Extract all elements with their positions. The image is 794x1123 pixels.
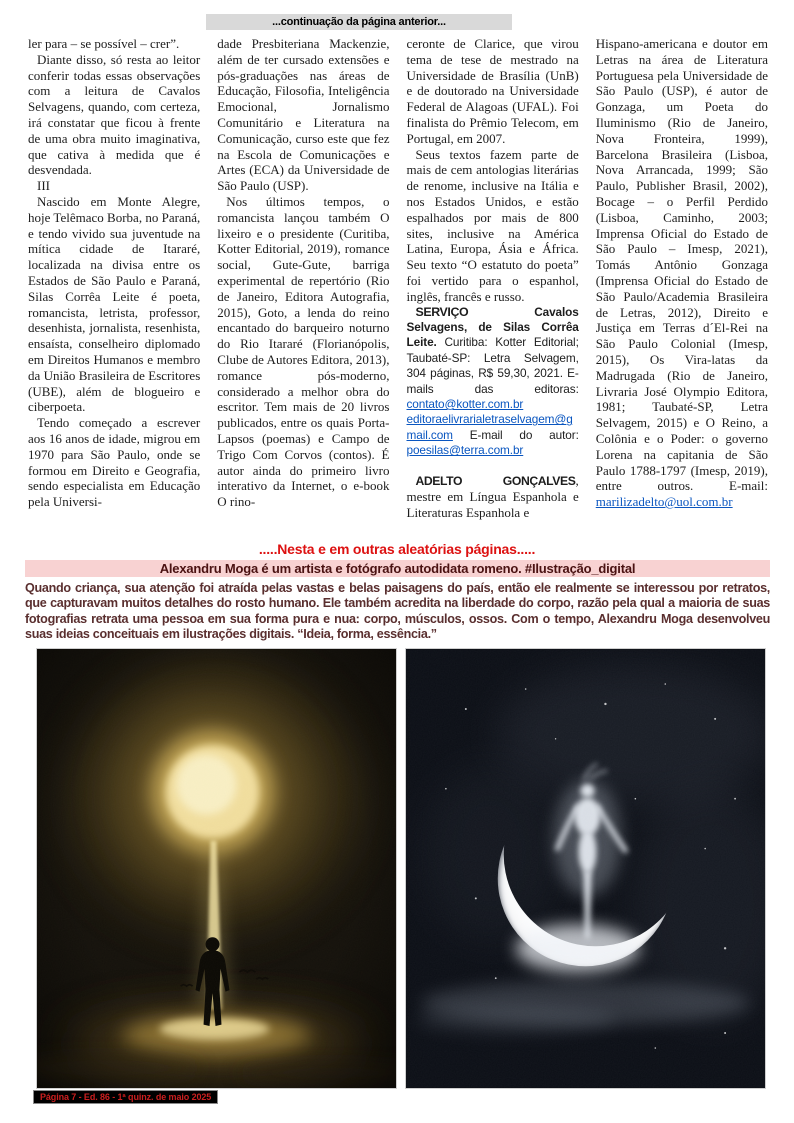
author-email-link[interactable]: poesilas@terra.com.br xyxy=(406,443,524,458)
article-column-3 xyxy=(407,36,579,542)
paragraph: Diante disso, só resta ao leitor conferir todas essas observações com a leitura de Cavalos Selvagens, quando, com certeza, irá constatar que ficou à frente de uma obra muito imaginativa, que cativa à medida que é desvendada. xyxy=(28,51,201,178)
paragraph xyxy=(596,36,768,510)
crescent-spirit-artwork xyxy=(405,648,766,1089)
page-footer-badge: Página 7 - Ed. 86 - 1ª quinz. de maio 2025 xyxy=(33,1090,218,1104)
reviewer-bio-text: , mestre em Língua Espanhola e Literaturas Espanhola e xyxy=(406,472,579,521)
reviewer-email-link[interactable]: marilizadelto@uol.com.br xyxy=(595,494,733,510)
servico-label: SERVIÇO xyxy=(415,304,469,319)
feature-intro: Quando criança, sua atenção foi atraída pelas vastas e belas paisagens do país, então ele realmente se interessou por retratos, que capturavam muitos detalhes do rosto humano. Ele também acredita na liberdade do corpo, razão pela qual a maioria de suas fotografias retrata uma pessoa em sua forma pura e nua: corpo, músculos, ossos. Com o tempo, Alexandru Moga desenvolveu suas ideias conceituais em ilustrações digitais. “Ideia, forma, essência.” xyxy=(25,581,770,642)
reviewer-bio xyxy=(407,473,579,521)
book-reference: Cavalos Selvagens, de Silas Corrêa Leite. xyxy=(406,304,579,350)
article-column-1 xyxy=(28,36,200,542)
paragraph: ceronte de Clarice, que virou tema de tese de mestrado na Universidade de Brasília (UnB) e de doutorado na Universidade Federal de Alagoas (UFAL). Foi finalista do Prêmio Telecom, em Portugal, em 2007. xyxy=(406,36,579,146)
paragraph: dade Presbiteriana Mackenzie, além de ter cursado extensões e pós-graduações nas áreas de Educação, Filosofia, Inteligência Emocional, Jornalismo Comunitário e Literatura na Comunicação, curso este que fez na Escola de Comunicações e Artes (ECA) da Universidade de São Paulo (USP). xyxy=(217,36,390,194)
paragraph: ler para – se possível – crer”. xyxy=(28,36,180,51)
paragraph: Seus textos fazem parte de mais de cem antologias literárias de renome, inclusive na Itália e nos Estados Unidos, e estão espalhados por mais de 800 sites, inclusive na América Latina, Europa, Ásia e África. Seu texto “O estatuto do poeta” foi vertido para o espanhol, inglês, francês e russo. xyxy=(406,146,579,304)
servico-block xyxy=(407,305,579,459)
article-column-4 xyxy=(596,36,768,542)
artwork-row xyxy=(36,648,766,1089)
section-numeral: III xyxy=(37,178,50,194)
servico-text: Curitiba: Kotter Editorial; Taubaté-SP: Letra Selvagem, 304 páginas, R$ 59,30, 2021. E-mails das editoras: xyxy=(406,335,579,396)
crescent-spirit-illustration xyxy=(406,649,765,1088)
reviewer-bio-continuation: Hispano-americana e doutor em Letras na área de Literatura Portuguesa pela Universidade de São Paulo (USP), é autor de Gonzaga, um Poeta do Iluminismo (Rio de Janeiro, Nova Fronteira, 1999), Barcelona Brasileira (Lisboa, Nova Arrancada, 1999; São Paulo, Publisher Brasil, 2002), Bocage – o Perfil Perdido (Lisboa, Caminho, 2003; Imprensa Oficial do Estado de São Paulo – Imesp, 2021), Tomás Antônio Gonzaga (Imprensa Oficial do Estado de São Paulo/Academia Brasileira de Letras, 2012), Direito e Justiça em Terras d´El-Rei na São Paulo Colonial (Imesp, 2015), Os Vira-latas da Madrugada (Rio de Janeiro, Livraria José Olympio Editora, 1981; Taubaté-SP, Letra Selvagem, 2015) e O Reino, a Colônia e o Poder: o governo Lorena na capitania de São Paulo 1788-1797 (Imesp, 2019), entre outros. E-mail: xyxy=(595,36,768,494)
moonlit-figure-illustration xyxy=(37,649,396,1088)
publisher-email-link-letra-selvagem[interactable]: editoraelivrarialetraselvagem@gmail.com xyxy=(406,412,573,442)
publisher-email-link-kotter[interactable]: contato@kotter.com.br xyxy=(406,396,524,411)
continuation-banner: ...continuação da página anterior... xyxy=(206,14,512,30)
paragraph: Tendo começado a escrever aos 16 anos de idade, migrou em 1970 para São Paulo, onde se formou em Direito e Geografia, sendo especialista em Educação pela Universi- xyxy=(28,415,201,510)
paragraph: Nascido em Monte Alegre, hoje Telêmaco Borba, no Paraná, e tendo vivido sua juventude na mítica cidade de Itararé, localizada na divisa entre os Estados de São Paulo e Paraná, Silas Corrêa Leite é poeta, romancista, letrista, professor, desenhista, jornalista, resenhista, ensaísta, conselheiro diplomado em Direitos Humanos e membro da União Brasileira de Escritores (UBE), além de blogueiro e ciberpoeta. xyxy=(28,193,201,415)
reviewer-name: ADELTO GONÇALVES xyxy=(415,473,576,488)
article-columns xyxy=(28,36,768,542)
feature-banner: Alexandru Moga é um artista e fotógrafo autodidata romeno. #Ilustração_digital xyxy=(25,560,770,577)
paragraph: Nos últimos tempos, o romancista lançou também O lixeiro e o presidente (Curitiba, Kotter Editorial, 2019), romance social, Gute-Gute, barriga experimental de repertório (Rio de Janeiro, Editora Autografia, 2015), Goto, a lenda do reino encantado do barqueiro noturno do Rio Itararé (Florianópolis, Clube de Autores Editora, 2013), romance pós-moderno, considerado a melhor obra do escritor. Tem mais de 20 livros publicados, entre os quais Porta-Lapsos (poemas) e Campo de Trigo Com Corvos (contos). É autor ainda do primeiro livro interativo da Internet, o e-book O rino- xyxy=(217,193,390,510)
moonlit-figure-artwork xyxy=(36,648,397,1089)
servico-text: E-mail do autor: xyxy=(469,427,579,442)
section-kicker: .....Nesta e em outras aleatórias páginas..... xyxy=(258,541,536,557)
article-column-2 xyxy=(217,36,389,542)
